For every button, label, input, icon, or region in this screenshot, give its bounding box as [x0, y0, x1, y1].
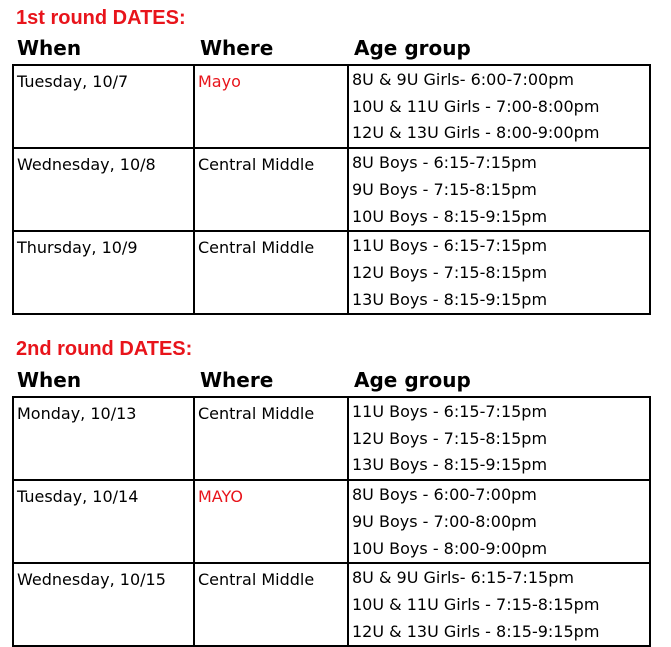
- age-group-cell: [348, 148, 650, 231]
- round-1-header-where: Where: [200, 36, 274, 60]
- age-group-line: 10U Boys - 8:00-9:00pm: [352, 538, 548, 558]
- table-row: [13, 231, 650, 314]
- table-row: [13, 65, 650, 148]
- age-group-cell: [348, 563, 650, 646]
- when-cell: Monday, 10/13: [13, 397, 194, 480]
- age-group-line: 10U Boys - 8:15-9:15pm: [352, 206, 548, 226]
- when-cell: Wednesday, 10/15: [13, 563, 194, 646]
- age-group-line: 13U Boys - 8:15-9:15pm: [352, 289, 548, 309]
- age-group-cell: [348, 397, 650, 480]
- age-group-line: 9U Boys - 7:00-8:00pm: [352, 511, 537, 531]
- age-group-line: 8U Boys - 6:00-7:00pm: [352, 485, 537, 505]
- table-row: [13, 480, 650, 563]
- age-group-line: 9U Boys - 7:15-8:15pm: [352, 179, 537, 199]
- age-group-line: 11U Boys - 6:15-7:15pm: [352, 402, 548, 421]
- round-2-title: 2nd round DATES:: [16, 338, 193, 360]
- table-row: [13, 397, 650, 480]
- where-cell: MAYO: [194, 480, 348, 563]
- where-cell: Central Middle: [194, 563, 348, 646]
- round-2-header-when: When: [17, 368, 82, 392]
- round-2-schedule-table: [12, 396, 651, 647]
- where-cell: Mayo: [194, 65, 348, 148]
- round-1-title: 1st round DATES:: [16, 7, 186, 29]
- age-group-line: 13U Boys - 8:15-9:15pm: [352, 455, 548, 475]
- where-cell: Central Middle: [194, 397, 348, 480]
- when-cell: Tuesday, 10/14: [13, 480, 194, 563]
- when-cell: Thursday, 10/9: [13, 231, 194, 314]
- when-cell: Wednesday, 10/8: [13, 148, 194, 231]
- table-row: [13, 148, 650, 231]
- when-cell: Tuesday, 10/7: [13, 65, 194, 148]
- table-row: [13, 563, 650, 646]
- age-group-line: 12U & 13U Girls - 8:00-9:00pm: [352, 123, 600, 143]
- age-group-line: 10U & 11U Girls - 7:00-8:00pm: [352, 96, 600, 116]
- round-1-header-age-group: Age group: [354, 36, 471, 60]
- round-1-schedule-table: [12, 64, 651, 315]
- where-cell: Central Middle: [194, 148, 348, 231]
- age-group-line: 12U Boys - 7:15-8:15pm: [352, 428, 548, 448]
- age-group-cell: [348, 65, 650, 148]
- where-cell: Central Middle: [194, 231, 348, 314]
- age-group-cell: [348, 480, 650, 563]
- age-group-line: 8U Boys - 6:15-7:15pm: [352, 153, 537, 173]
- round-1-header-when: When: [17, 36, 82, 60]
- age-group-line: 11U Boys - 6:15-7:15pm: [352, 236, 548, 256]
- age-group-line: 12U & 13U Girls - 8:15-9:15pm: [352, 621, 600, 641]
- age-group-line: 12U Boys - 7:15-8:15pm: [352, 262, 548, 282]
- age-group-line: 8U & 9U Girls- 6:15-7:15pm: [352, 568, 574, 588]
- round-2-header-age-group: Age group: [354, 368, 471, 392]
- age-group-line: 8U & 9U Girls- 6:00-7:00pm: [352, 70, 574, 89]
- age-group-cell: [348, 231, 650, 314]
- age-group-line: 10U & 11U Girls - 7:15-8:15pm: [352, 594, 600, 614]
- round-2-header-where: Where: [200, 368, 274, 392]
